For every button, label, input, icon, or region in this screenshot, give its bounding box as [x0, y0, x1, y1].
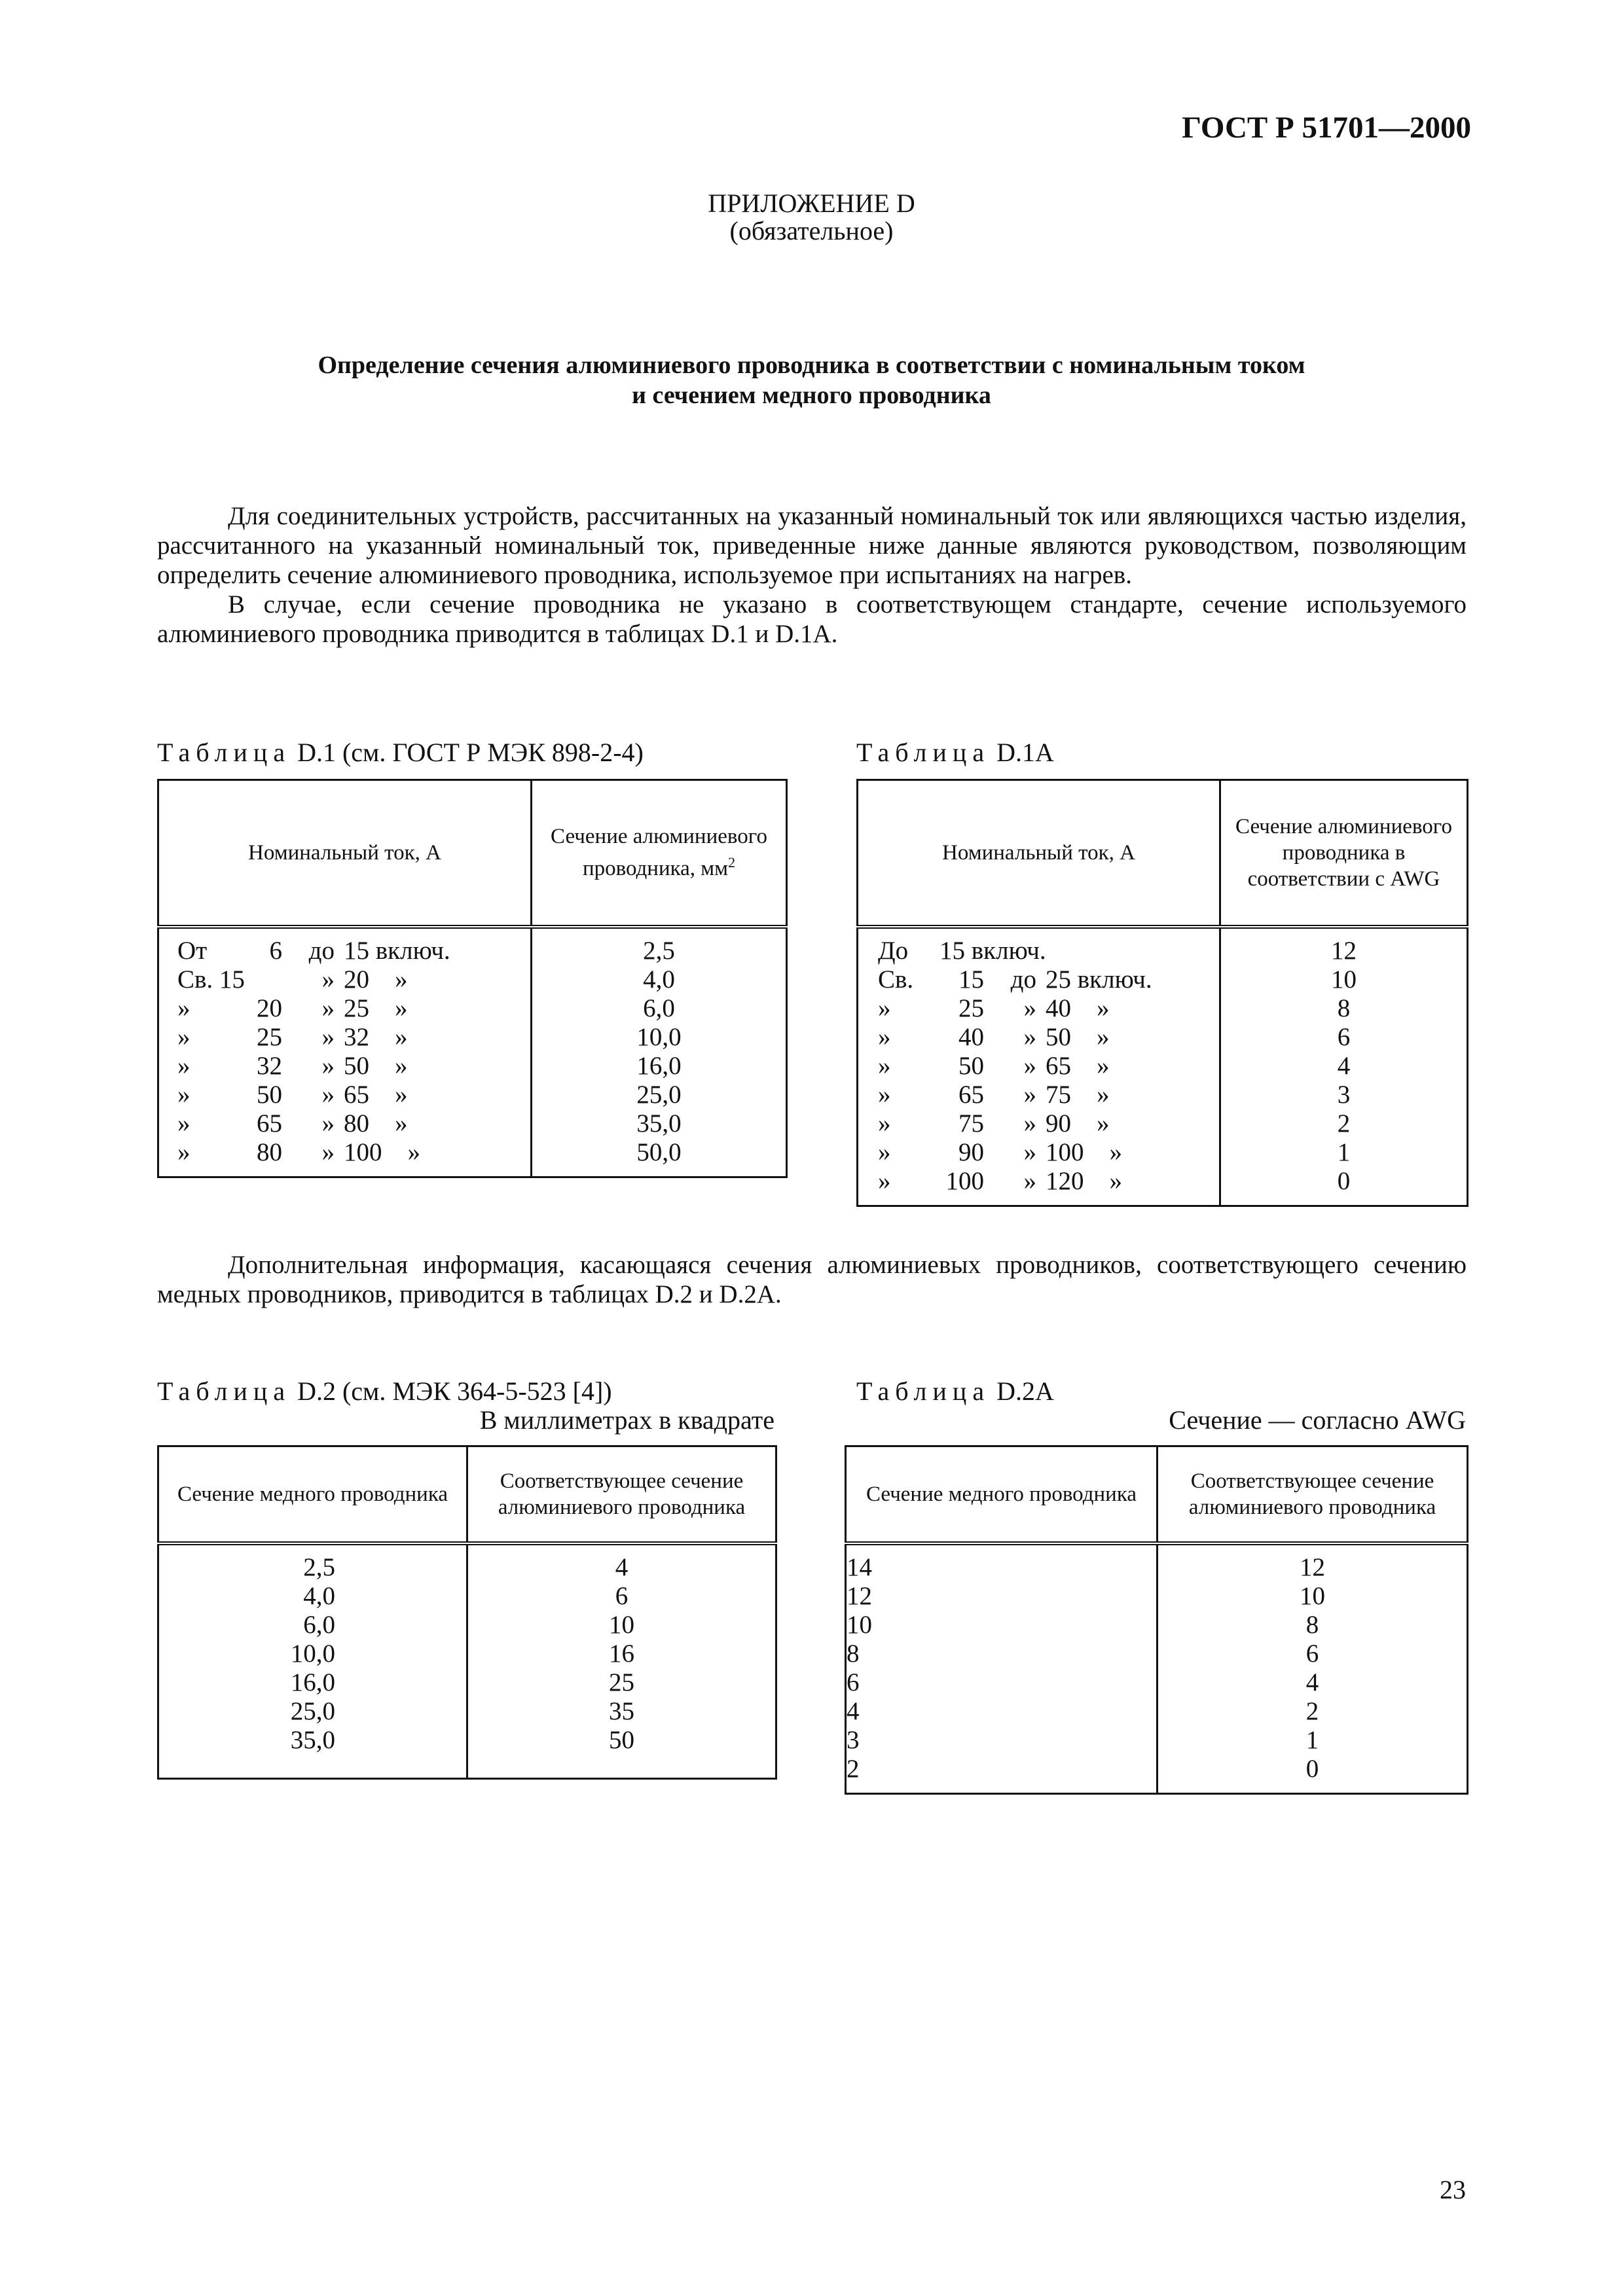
table-d1a-header-current: Номинальный ток, А [858, 780, 1220, 927]
range-row [159, 1081, 530, 1109]
table-d1-section-column [532, 927, 787, 1177]
section-value: 0 [1337, 1166, 1351, 1195]
range-part-d: 100 » [1046, 1138, 1122, 1166]
section-value: 6 [1337, 1022, 1351, 1051]
table-d1-header-section: Сечение алюминиевого проводника, $мм^2$ [532, 780, 787, 927]
range-part-d: 20 » [344, 965, 408, 994]
range-part-c: до [308, 936, 335, 965]
caption-word: Таблица [157, 738, 291, 767]
table-cell-value: 8 [847, 1639, 860, 1668]
intro-text [157, 501, 1467, 649]
annex-kind: (обязательное) [729, 216, 894, 245]
range-row [858, 994, 1219, 1023]
range-row [159, 1023, 530, 1052]
range-part-b: 80 [257, 1138, 282, 1166]
range-part-a: » [878, 1166, 891, 1195]
range-part-a: » [878, 1080, 891, 1109]
range-part-d: 100 » [344, 1138, 420, 1166]
annex-heading [0, 190, 1623, 245]
table-d2 [157, 1445, 777, 1780]
range-row [858, 937, 1219, 965]
table-cell-value: 2 [1305, 1696, 1319, 1725]
range-part-c: » [1023, 1022, 1036, 1051]
range-part-c: » [321, 1051, 335, 1080]
table-cell-value: 8 [1305, 1610, 1319, 1639]
range-part-a: » [177, 1022, 191, 1051]
section-value: 2,5 [643, 936, 675, 965]
range-part-a: » [878, 994, 891, 1022]
table-cell-value: 4 [1305, 1668, 1319, 1696]
table-d1 [157, 779, 788, 1178]
range-part-b: 65 [257, 1109, 282, 1138]
table-cell-value: 1 [1305, 1725, 1319, 1754]
range-part-b: 65 [958, 1080, 984, 1109]
table-cell-value: 3 [847, 1725, 860, 1754]
table-d2a-caption: Таблица D.2A [856, 1376, 1054, 1406]
table-cell-value: 25,0 [290, 1696, 335, 1725]
table-d1a-header-section: Сечение алюминиевого проводника в соответствии с AWG [1220, 780, 1468, 927]
table-d1-current-column [158, 927, 532, 1177]
range-part-c: » [321, 994, 335, 1022]
table-d2a-unit: Сечение — согласно AWG [1169, 1405, 1466, 1435]
table-d2a-header-aluminium: Соответствующее сечение алюминиевого проводника [1158, 1446, 1468, 1543]
page-number: 23 [1440, 2175, 1466, 2204]
table-cell-value: 6,0 [303, 1610, 335, 1639]
range-part-a: Св. [878, 965, 914, 994]
range-part-c: » [321, 1138, 335, 1166]
table-cell-value: 10 [1300, 1581, 1325, 1610]
table-d2a-aluminium-column [1158, 1543, 1468, 1794]
range-part-d: 50 » [1046, 1022, 1110, 1051]
table-cell-value: 50 [609, 1725, 634, 1754]
range-row [159, 994, 530, 1023]
table-d2-header-copper: Сечение медного проводника [158, 1446, 467, 1543]
range-part-a: » [177, 1051, 191, 1080]
range-part-c: » [1023, 994, 1036, 1022]
middle-paragraph: Дополнительная информация, касающаяся сечения алюминиевых проводников, соответствующего сечению медных проводников, приводится в таблицах D.2 и D.2A. [157, 1251, 1467, 1308]
range-part-a: » [177, 1080, 191, 1109]
table-d2a [845, 1445, 1468, 1795]
table-d2a-header-copper: Сечение медного проводника [846, 1446, 1158, 1543]
table-cell-value: 6 [1305, 1639, 1319, 1668]
range-part-d: 32 » [344, 1022, 408, 1051]
range-row [858, 1167, 1219, 1196]
table-d1-header-current: Номинальный ток, А [158, 780, 532, 927]
range-part-c: » [1023, 1166, 1036, 1195]
range-part-b: 15 [958, 965, 984, 994]
table-d1a [856, 779, 1468, 1207]
table-cell-value: 12 [1300, 1552, 1325, 1581]
section-value: 35,0 [636, 1109, 682, 1138]
table-cell-value: 10 [847, 1610, 872, 1639]
range-part-a: До [878, 936, 909, 965]
range-part-d: 75 » [1046, 1080, 1110, 1109]
section-value: 10,0 [636, 1022, 682, 1051]
table-d2-header-aluminium: Соответствующее сечение алюминиевого проводника [467, 1446, 776, 1543]
range-part-a: » [177, 1109, 191, 1138]
table-cell-value: 35,0 [290, 1725, 335, 1754]
range-row [159, 1052, 530, 1081]
table-cell-value: 16 [609, 1639, 634, 1668]
range-row [858, 1081, 1219, 1109]
table-d2-copper-column [158, 1543, 467, 1779]
range-row [159, 965, 530, 994]
range-row [858, 1052, 1219, 1081]
range-part-d: 50 » [344, 1051, 408, 1080]
range-part-a: » [177, 994, 191, 1022]
range-part-b: 75 [958, 1109, 984, 1138]
range-row [159, 1138, 530, 1167]
range-part-c: » [321, 1022, 335, 1051]
table-cell-value: 35 [609, 1696, 634, 1725]
middle-text [157, 1250, 1467, 1309]
section-value: 3 [1337, 1080, 1351, 1109]
range-part-c: » [1023, 1080, 1036, 1109]
table-cell-value: 6 [615, 1581, 629, 1610]
range-part-b: 100 [945, 1166, 984, 1195]
range-part-c: » [321, 1109, 335, 1138]
table-d2-unit: В миллиметрах в квадрате [479, 1405, 775, 1435]
table-d1a-current-column [858, 927, 1220, 1206]
table-cell-value: 4 [847, 1696, 860, 1725]
table-cell-value: 10 [609, 1610, 634, 1639]
table-cell-value: 6 [847, 1668, 860, 1696]
range-part-d: 65 » [1046, 1051, 1110, 1080]
range-part-b: 15 включ. [939, 936, 1046, 965]
intro-paragraph-1: Для соединительных устройств, рассчитанных на указанный номинальный ток или являющихся частью изделия, рассчитанного на указанный номинальный ток, приведенные ниже данные являются руководством, позволяющим определить сечение алюминиевого проводника, используемое при испытаниях на нагрев. [157, 502, 1467, 589]
table-cell-value: 2,5 [303, 1552, 335, 1581]
range-part-b: 32 [257, 1051, 282, 1080]
table-cell-value: 14 [847, 1552, 872, 1581]
range-part-c: » [321, 965, 335, 994]
section-value: 4,0 [643, 965, 675, 994]
table-cell-value: 16,0 [290, 1668, 335, 1696]
range-part-d: 25 включ. [1046, 965, 1152, 994]
section-value: 25,0 [636, 1080, 682, 1109]
range-part-d: 40 » [1046, 994, 1110, 1022]
range-row [159, 1109, 530, 1138]
range-part-c: » [1023, 1109, 1036, 1138]
range-part-c: » [1023, 1051, 1036, 1080]
range-part-b: 6 [269, 936, 282, 965]
range-part-b: 25 [257, 1022, 282, 1051]
range-part-b: 50 [958, 1051, 984, 1080]
range-part-d: 80 » [344, 1109, 408, 1138]
section-value: 8 [1337, 994, 1351, 1022]
range-part-d: 90 » [1046, 1109, 1110, 1138]
table-cell-value: 0 [1305, 1754, 1319, 1783]
range-part-c: » [321, 1080, 335, 1109]
table-cell-value: 10,0 [290, 1639, 335, 1668]
table-d2-aluminium-column [467, 1543, 776, 1779]
range-part-a: Св. 15 [177, 965, 245, 994]
range-part-a: » [177, 1138, 191, 1166]
range-part-d: 65 » [344, 1080, 408, 1109]
range-part-b: 90 [958, 1138, 984, 1166]
table-cell-value: 4,0 [303, 1581, 335, 1610]
standard-number: ГОСТ Р 51701—2000 [1182, 111, 1471, 145]
range-part-d: 120 » [1046, 1166, 1122, 1195]
section-value: 2 [1337, 1109, 1351, 1138]
range-part-a: » [878, 1138, 891, 1166]
range-part-d: 15 включ. [344, 936, 450, 965]
table-d2-caption: Таблица D.2 (см. МЭК 364-5-523 [4]) [157, 1376, 612, 1406]
section-value: 16,0 [636, 1051, 682, 1080]
title-line-2: и сечением медного проводника [632, 381, 991, 409]
range-row [858, 1138, 1219, 1167]
section-value: 1 [1337, 1138, 1351, 1166]
table-d1a-caption: Таблица D.1A [856, 738, 1054, 767]
range-part-b: 50 [257, 1080, 282, 1109]
title-line-1: Определение сечения алюминиевого проводника в соответствии с номинальным током [318, 351, 1305, 379]
section-value: 12 [1331, 936, 1357, 965]
section-value: 6,0 [643, 994, 675, 1022]
table-d2a-copper-column [846, 1543, 1158, 1794]
range-row [858, 965, 1219, 994]
range-part-b: 20 [257, 994, 282, 1022]
range-part-a: » [878, 1109, 891, 1138]
table-cell-value: 4 [615, 1552, 629, 1581]
table-d1-caption: Таблица D.1 (см. ГОСТ Р МЭК 898-2-4) [157, 738, 644, 767]
section-value: 4 [1337, 1051, 1351, 1080]
section-value: 10 [1331, 965, 1357, 994]
range-part-b: 40 [958, 1022, 984, 1051]
range-part-b: 25 [958, 994, 984, 1022]
table-cell-value: 2 [847, 1754, 860, 1783]
range-part-d: 25 » [344, 994, 408, 1022]
intro-paragraph-2: В случае, если сечение проводника не указано в соответствующем стандарте, сечение используемого алюминиевого проводника приводится в таблицах D.1 и D.1A. [157, 590, 1467, 648]
range-part-a: » [878, 1051, 891, 1080]
range-part-c: » [1023, 1138, 1036, 1166]
range-part-c: до [1010, 965, 1036, 994]
range-part-a: » [878, 1022, 891, 1051]
range-part-a: От [177, 936, 208, 965]
range-row [858, 1109, 1219, 1138]
table-cell-value: 12 [847, 1581, 872, 1610]
range-row [858, 1023, 1219, 1052]
table-cell-value: 25 [609, 1668, 634, 1696]
page-title [0, 351, 1623, 410]
table-d1a-section-column [1220, 927, 1468, 1206]
range-row [159, 937, 530, 965]
annex-name: ПРИЛОЖЕНИЕ D [708, 188, 915, 218]
section-value: 50,0 [636, 1138, 682, 1166]
